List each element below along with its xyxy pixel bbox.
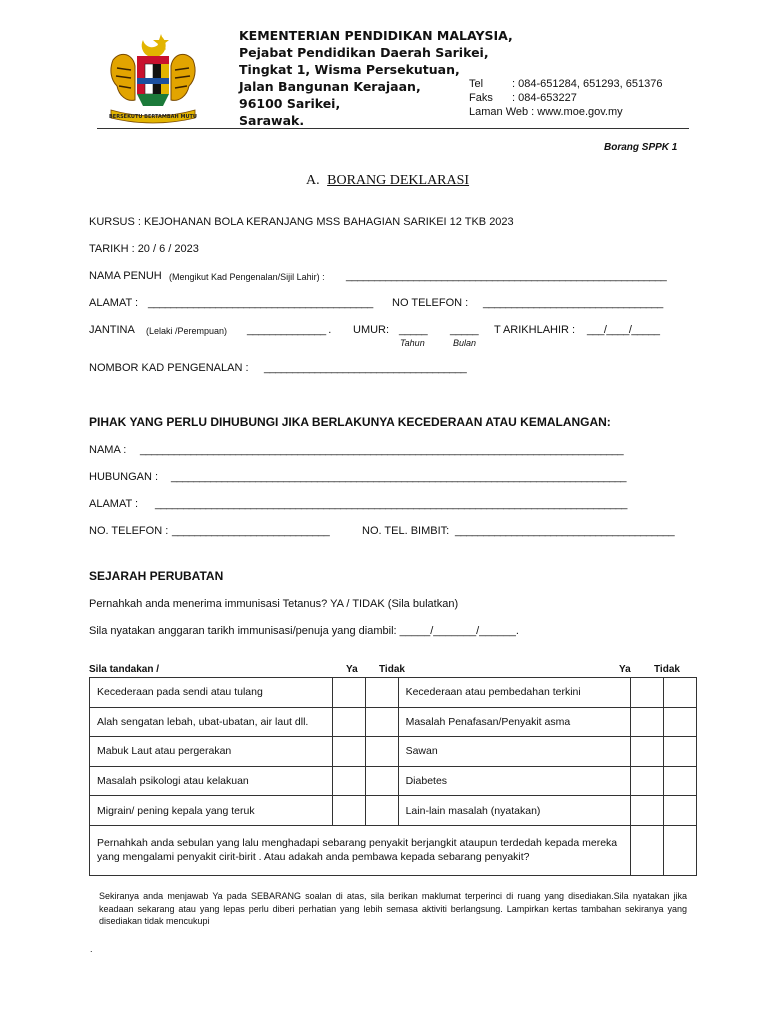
address-line-4: Sarawak. xyxy=(239,113,305,128)
ya-checkbox[interactable] xyxy=(631,737,664,767)
ya-checkbox[interactable] xyxy=(332,707,365,737)
address-line-1: Tingkat 1, Wisma Persekutuan, xyxy=(239,62,460,77)
table-row xyxy=(90,796,697,826)
office-name: Pejabat Pendidikan Daerah Sarikei, xyxy=(239,45,489,60)
tidak-header-right: Tidak xyxy=(654,664,680,675)
contact-nama-label: NAMA : xyxy=(89,444,127,456)
jantina-note: (Lelaki /Perempuan) xyxy=(146,326,228,336)
tidak-checkbox[interactable] xyxy=(365,796,398,826)
kursus-field: KURSUS : KEJOHANAN BOLA KERANJANG MSS BAHAGIAN SARIKEI 12 TKB 2023 xyxy=(89,216,514,228)
jantina-label: JANTINA xyxy=(89,324,135,336)
condition-left: Masalah psikologi atau kelakuan xyxy=(90,766,333,796)
government-coat-of-arms-icon xyxy=(103,30,203,126)
bulan-caption: Bulan xyxy=(453,338,477,348)
nombor-kp-label: NOMBOR KAD PENGENALAN : xyxy=(89,362,249,374)
ya-checkbox[interactable] xyxy=(631,707,664,737)
ya-checkbox[interactable] xyxy=(631,825,664,875)
table-row xyxy=(90,766,697,796)
table-row xyxy=(90,737,697,767)
ya-checkbox[interactable] xyxy=(332,737,365,767)
nombor-kp-input[interactable]: ____________________________________ xyxy=(264,362,467,374)
address-line-2: Jalan Bangunan Kerajaan, xyxy=(239,79,421,94)
tidak-checkbox[interactable] xyxy=(365,678,398,708)
bimbit-input[interactable]: _______________________________________ xyxy=(455,525,675,537)
no-telefon-label: NO TELEFON : xyxy=(392,297,469,309)
tel-label: Tel xyxy=(469,78,484,90)
footnote: Sekiranya anda menjawab Ya pada SEBARANG soalan di atas, sila berikan maklumat terperinci di ruang yang disediakan.Sila nyatakan jika keadaan sekarang atau yang lepas perlu diberi perhatian yang lebih semasa aktiviti berlangsung. Lampirkan kertas tambahan sekiranya yang disediakan tidak mencukupi xyxy=(99,891,687,926)
table-row xyxy=(90,707,697,737)
emergency-contact-heading: PIHAK YANG PERLU DIHUBUNGI JIKA BERLAKUNYA KECEDERAAN ATAU KEMALANGAN: xyxy=(89,415,611,429)
umur-bulan-input[interactable]: _____ xyxy=(450,324,479,336)
title-text: BORANG DEKLARASI xyxy=(327,173,470,188)
alamat-input[interactable]: ________________________________________ xyxy=(148,297,373,309)
tidak-checkbox[interactable] xyxy=(664,707,697,737)
umur-tahun-input[interactable]: _____ xyxy=(399,324,428,336)
ya-checkbox[interactable] xyxy=(631,678,664,708)
tidak-checkbox[interactable] xyxy=(365,707,398,737)
tarikh-field: TARIKH : 20 / 6 / 2023 xyxy=(89,243,199,255)
website: Laman Web : www.moe.gov.my xyxy=(469,106,623,118)
condition-left: Kecederaan pada sendi atau tulang xyxy=(90,678,333,708)
hubungan-label: HUBUNGAN : xyxy=(89,471,159,483)
ya-checkbox[interactable] xyxy=(631,796,664,826)
ministry-name: KEMENTERIAN PENDIDIKAN MALAYSIA, xyxy=(239,28,513,43)
condition-right: Diabetes xyxy=(398,766,630,796)
form-code: Borang SPPK 1 xyxy=(604,142,678,153)
faks-label: Faks xyxy=(469,92,493,104)
contact-telefon-label: NO. TELEFON : xyxy=(89,525,169,537)
tick-instruction: Sila tandakan / xyxy=(89,664,160,675)
medical-history-heading: SEJARAH PERUBATAN xyxy=(89,569,224,583)
alamat-label: ALAMAT : xyxy=(89,297,139,309)
tarikh-lahir-label: T ARIKHLAHIR : xyxy=(494,324,576,336)
condition-right: Sawan xyxy=(398,737,630,767)
condition-right: Masalah Penafasan/Penyakit asma xyxy=(398,707,630,737)
tahun-caption: Tahun xyxy=(400,338,425,348)
table-row xyxy=(90,678,697,708)
condition-left: Alah sengatan lebah, ubat-ubatan, air laut dll. xyxy=(90,707,333,737)
infectious-disease-question: Pernahkah anda sebulan yang lalu menghadapi sebarang penyakit berjangkit ataupun terdedah kepada mereka yang mengalami penyakit cirit-birit . Atau adakah anda pembawa kepada sebarang penyakit? xyxy=(90,825,631,875)
tel-value: : 084-651284, 651293, 651376 xyxy=(512,78,663,90)
nama-penuh-label: NAMA PENUH xyxy=(89,270,162,282)
tidak-checkbox[interactable] xyxy=(664,766,697,796)
ya-header-right: Ya xyxy=(619,664,631,675)
nama-penuh-input[interactable]: _________________________________________________________ xyxy=(346,270,667,282)
contact-telefon-input[interactable]: ____________________________ xyxy=(172,525,330,537)
tidak-checkbox[interactable] xyxy=(664,796,697,826)
medical-checklist-table xyxy=(89,677,697,876)
condition-left: Migrain/ pening kepala yang teruk xyxy=(90,796,333,826)
tetanus-question: Pernahkah anda menerima immunisasi Tetanus? YA / TIDAK (Sila bulatkan) xyxy=(89,598,459,610)
ya-checkbox[interactable] xyxy=(332,678,365,708)
bimbit-label: NO. TEL. BIMBIT: xyxy=(362,525,450,537)
contact-alamat-input[interactable]: ____________________________________________________________________________________ xyxy=(155,498,627,510)
tidak-checkbox[interactable] xyxy=(664,737,697,767)
nama-penuh-note: (Mengikut Kad Pengenalan/Sijil Lahir) : xyxy=(169,272,325,282)
tarikh-lahir-input[interactable]: ___/____/_____ xyxy=(587,324,660,336)
ya-header-left: Ya xyxy=(346,664,358,675)
tidak-checkbox[interactable] xyxy=(365,737,398,767)
ya-checkbox[interactable] xyxy=(332,796,365,826)
condition-right: Lain-lain masalah (nyatakan) xyxy=(398,796,630,826)
tidak-checkbox[interactable] xyxy=(664,825,697,875)
ya-checkbox[interactable] xyxy=(631,766,664,796)
umur-label: UMUR: xyxy=(353,324,390,336)
tidak-checkbox[interactable] xyxy=(664,678,697,708)
table-row xyxy=(90,825,697,875)
svg-text:BERSEKUTU BERTAMBAH MUTU: BERSEKUTU BERTAMBAH MUTU xyxy=(109,114,197,120)
contact-nama-input[interactable]: ______________________________________________________________________________________ xyxy=(140,444,624,456)
page-title xyxy=(306,173,469,189)
contact-alamat-label: ALAMAT : xyxy=(89,498,139,510)
no-telefon-input[interactable]: ________________________________ xyxy=(483,297,663,309)
faks-value: : 084-653227 xyxy=(512,92,577,104)
jantina-input[interactable]: ______________ . xyxy=(247,324,331,336)
address-line-3: 96100 Sarikei, xyxy=(239,96,341,111)
immunisation-date-question: Sila nyatakan anggaran tarikh immunisasi/penuja yang diambil: _____/_______/______. xyxy=(89,625,519,637)
header-divider xyxy=(97,128,689,129)
tidak-checkbox[interactable] xyxy=(365,766,398,796)
trailing-dot: . xyxy=(90,944,93,954)
title-prefix: A. xyxy=(306,173,320,188)
ya-checkbox[interactable] xyxy=(332,766,365,796)
tidak-header-left: Tidak xyxy=(379,664,405,675)
hubungan-input[interactable]: _________________________________________________________________________________ xyxy=(171,471,627,483)
condition-right: Kecederaan atau pembedahan terkini xyxy=(398,678,630,708)
condition-left: Mabuk Laut atau pergerakan xyxy=(90,737,333,767)
